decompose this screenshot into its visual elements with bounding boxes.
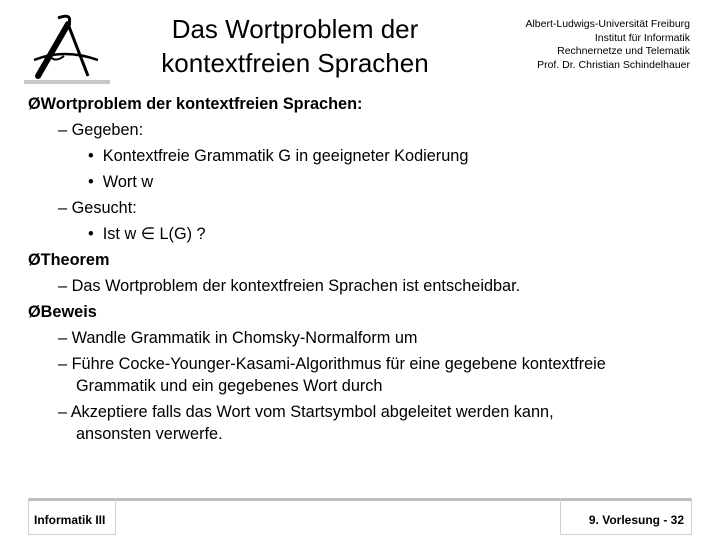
bullet-text: Ist w ∈ L(G) ? [102,225,206,243]
bullet-text: Wort w [102,173,154,191]
bullet-text: Wortproblem der kontextfreien Sprachen: [40,95,363,113]
dash-bullet-icon: – [58,403,68,421]
dash-bullet-icon: – [58,329,68,347]
page-title-line-2: kontextfreien Sprachen [161,48,429,78]
dash-bullet-icon: – [58,277,68,295]
arrow-bullet-icon: Ø [28,251,41,269]
bullet-text: Gegeben: [71,121,144,139]
footer-course: Informatik III [34,513,106,527]
bullet-text: Gesucht: [71,199,137,217]
bullet-text: Beweis [40,303,97,321]
bullet-given [58,120,143,140]
bullet-proof-step-3-continued: ansonsten verwerfe. [76,425,223,443]
bullet-theorem-text [58,276,520,296]
bullet-text: Akzeptiere falls das Wort vom Startsymbol abgeleitet werden kann, [70,403,554,421]
dot-bullet-icon: • [88,173,94,191]
bullet-problem [28,94,362,114]
dash-bullet-icon: – [58,121,68,139]
page-title [130,12,460,80]
bullet-word [88,172,153,192]
dash-bullet-icon: – [58,355,68,373]
institution-info [460,18,690,72]
bullet-grammar [88,146,468,166]
bullet-text: Führe Cocke-Younger-Kasami-Algorithmus für eine gegebene kontextfreie [71,355,606,373]
header-divider [24,80,110,84]
bullet-wanted [58,198,137,218]
bullet-theorem [28,250,109,270]
arrow-bullet-icon: Ø [28,95,41,113]
dash-bullet-icon: – [58,199,68,217]
bullet-proof-step-3 [58,402,554,422]
bullet-text: Theorem [40,251,110,269]
institution-line: Albert-Ludwigs-Universität Freiburg [525,18,690,30]
institution-line: Rechnernetze und Telematik [557,45,690,57]
bullet-text: Das Wortproblem der kontextfreien Sprachen ist entscheidbar. [71,277,521,295]
bullet-text: Kontextfreie Grammatik G in geeigneter Kodierung [102,147,469,165]
dot-bullet-icon: • [88,225,94,243]
bullet-proof-step-2-continued: Grammatik und ein gegebenes Wort durch [76,377,383,395]
arrow-bullet-icon: Ø [28,303,41,321]
institution-line: Institut für Informatik [594,31,690,44]
bullet-proof [28,302,97,322]
bullet-proof-step-2 [58,354,606,374]
institution-line: Prof. Dr. Christian Schindelhauer [537,58,690,71]
page-title-line-1: Das Wortproblem der [171,14,419,44]
dot-bullet-icon: • [88,147,94,165]
bullet-proof-step-1 [58,328,417,348]
footer-page-number: 9. Vorlesung - 32 [588,513,684,527]
university-seal-icon [24,10,110,84]
bullet-question [88,224,206,244]
bullet-text: Wandle Grammatik in Chomsky-Normalform um [71,329,418,347]
